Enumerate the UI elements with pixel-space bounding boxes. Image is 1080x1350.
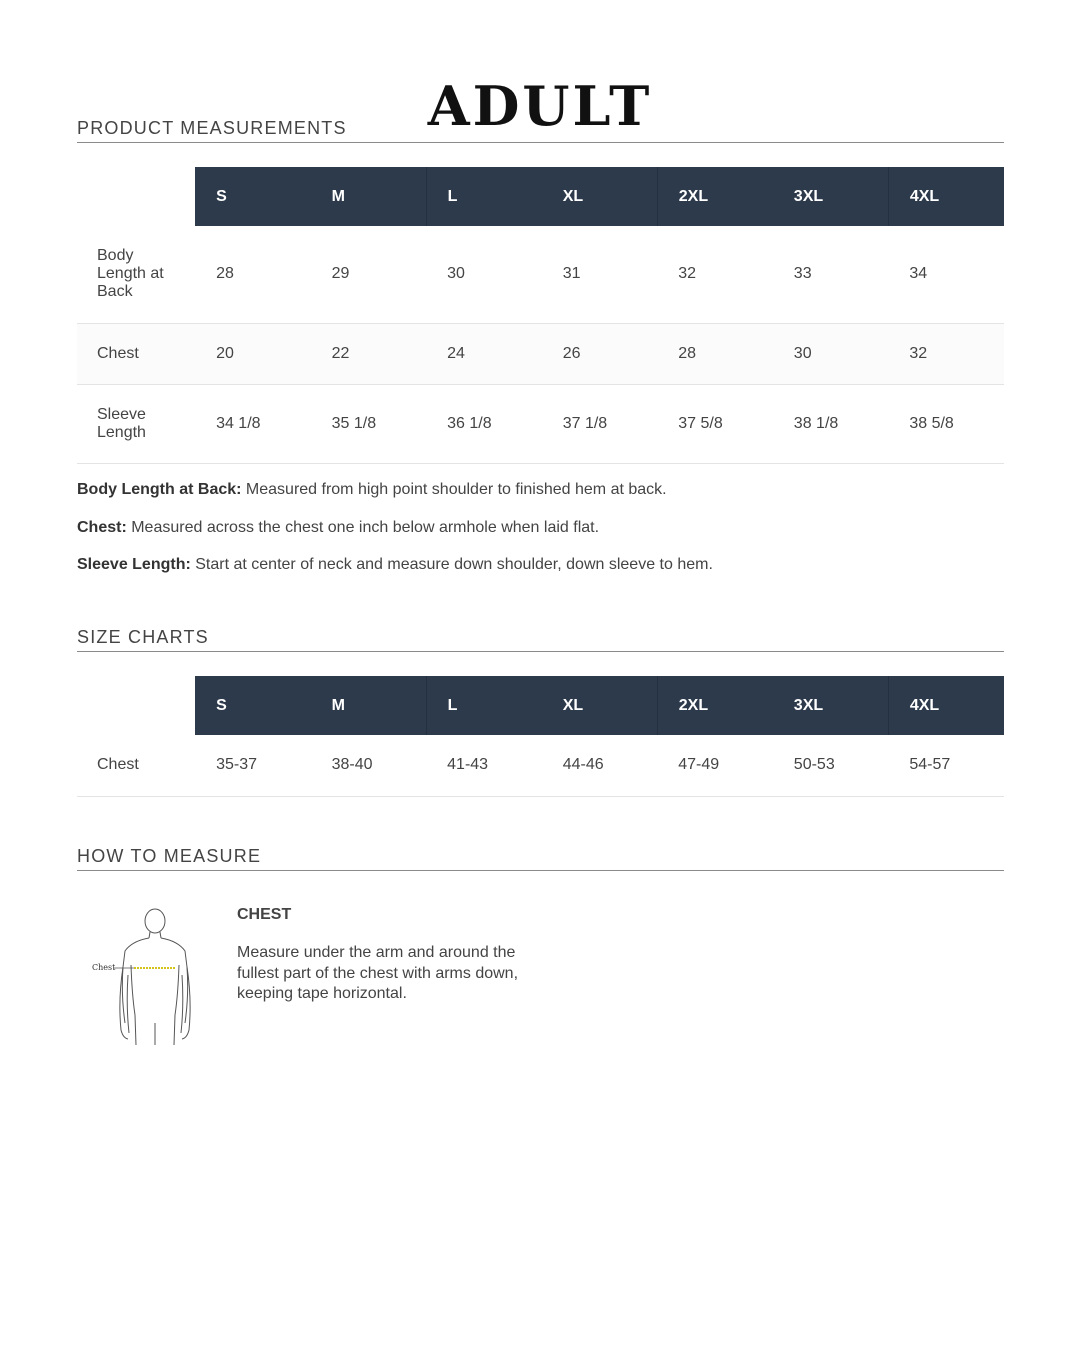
table-cell: 30 bbox=[773, 323, 889, 384]
table-cell: 37 5/8 bbox=[657, 384, 773, 463]
section-title-how-to-measure: HOW TO MEASURE bbox=[77, 846, 1004, 871]
table-cell: 34 1/8 bbox=[195, 384, 311, 463]
table-cell: 50-53 bbox=[773, 735, 889, 796]
note-text: Measured from high point shoulder to finished hem at back. bbox=[241, 481, 667, 498]
body-outline-illustration bbox=[88, 905, 198, 1045]
size-header-row bbox=[77, 676, 1004, 735]
table-row-sleeve-length bbox=[77, 384, 1004, 463]
note-text: Start at center of neck and measure down shoulder, down sleeve to hem. bbox=[190, 556, 713, 573]
header-blank-cell bbox=[77, 167, 195, 226]
measure-heading-chest: CHEST bbox=[237, 906, 292, 923]
table-cell: 44-46 bbox=[542, 735, 658, 796]
size-header-2xl: 2XL bbox=[657, 676, 773, 735]
table-cell: 32 bbox=[888, 323, 1004, 384]
table-cell: 38 1/8 bbox=[773, 384, 889, 463]
table-cell: 35 1/8 bbox=[311, 384, 427, 463]
size-header-l: L bbox=[426, 167, 542, 226]
measure-instructions: Measure under the arm and around the fullest part of the chest with arms down, keeping tape horizontal. bbox=[237, 944, 519, 1002]
row-label-chest: Chest bbox=[77, 735, 195, 796]
size-header-m: M bbox=[311, 676, 427, 735]
table-cell: 28 bbox=[195, 226, 311, 323]
table-cell: 24 bbox=[426, 323, 542, 384]
size-header-s: S bbox=[195, 167, 311, 226]
table-row-chest bbox=[77, 323, 1004, 384]
size-header-s: S bbox=[195, 676, 311, 735]
size-header-l: L bbox=[426, 676, 542, 735]
size-header-4xl: 4XL bbox=[888, 676, 1004, 735]
table-cell: 36 1/8 bbox=[426, 384, 542, 463]
table-cell: 47-49 bbox=[657, 735, 773, 796]
table-cell: 26 bbox=[542, 323, 658, 384]
table-cell: 29 bbox=[311, 226, 427, 323]
size-header-4xl: 4XL bbox=[888, 167, 1004, 226]
note-term: Body Length at Back: bbox=[77, 481, 242, 498]
table-row-chest bbox=[77, 735, 1004, 796]
size-chart-table bbox=[77, 676, 1004, 797]
table-row-body-length bbox=[77, 226, 1004, 323]
size-header-xl: XL bbox=[542, 167, 658, 226]
note-term: Chest: bbox=[77, 519, 127, 536]
note-text: Measured across the chest one inch below armhole when laid flat. bbox=[126, 519, 600, 536]
table-cell: 54-57 bbox=[888, 735, 1004, 796]
table-cell: 33 bbox=[773, 226, 889, 323]
figure-chest-label: Chest bbox=[92, 963, 116, 972]
page-title: ADULT bbox=[427, 74, 653, 138]
table-cell: 20 bbox=[195, 323, 311, 384]
table-cell: 38 5/8 bbox=[888, 384, 1004, 463]
table-cell: 31 bbox=[542, 226, 658, 323]
row-label-chest: Chest bbox=[77, 323, 195, 384]
table-cell: 41-43 bbox=[426, 735, 542, 796]
note-term: Sleeve Length: bbox=[77, 556, 191, 573]
note-body-length bbox=[77, 481, 667, 499]
size-header-row bbox=[77, 167, 1004, 226]
table-cell: 37 1/8 bbox=[542, 384, 658, 463]
size-header-3xl: 3XL bbox=[773, 167, 889, 226]
body-measurement-figure bbox=[88, 905, 198, 1045]
section-title-size-charts: SIZE CHARTS bbox=[77, 627, 1004, 652]
note-chest bbox=[77, 519, 599, 537]
row-label-sleeve-length: Sleeve Length bbox=[97, 405, 146, 441]
table-cell: 38-40 bbox=[311, 735, 427, 796]
table-cell: 35-37 bbox=[195, 735, 311, 796]
table-cell: 32 bbox=[657, 226, 773, 323]
table-cell: 28 bbox=[657, 323, 773, 384]
table-cell: 22 bbox=[311, 323, 427, 384]
note-sleeve-length bbox=[77, 556, 713, 574]
size-header-xl: XL bbox=[542, 676, 658, 735]
size-header-m: M bbox=[311, 167, 427, 226]
size-header-2xl: 2XL bbox=[657, 167, 773, 226]
table-cell: 34 bbox=[888, 226, 1004, 323]
product-measurements-table bbox=[77, 167, 1004, 464]
header-blank-cell bbox=[77, 676, 195, 735]
section-title-product-measurements: PRODUCT MEASUREMENTS bbox=[77, 118, 1004, 143]
table-cell: 30 bbox=[426, 226, 542, 323]
size-header-3xl: 3XL bbox=[773, 676, 889, 735]
row-label-body-length: Body Length at Back bbox=[97, 247, 164, 301]
